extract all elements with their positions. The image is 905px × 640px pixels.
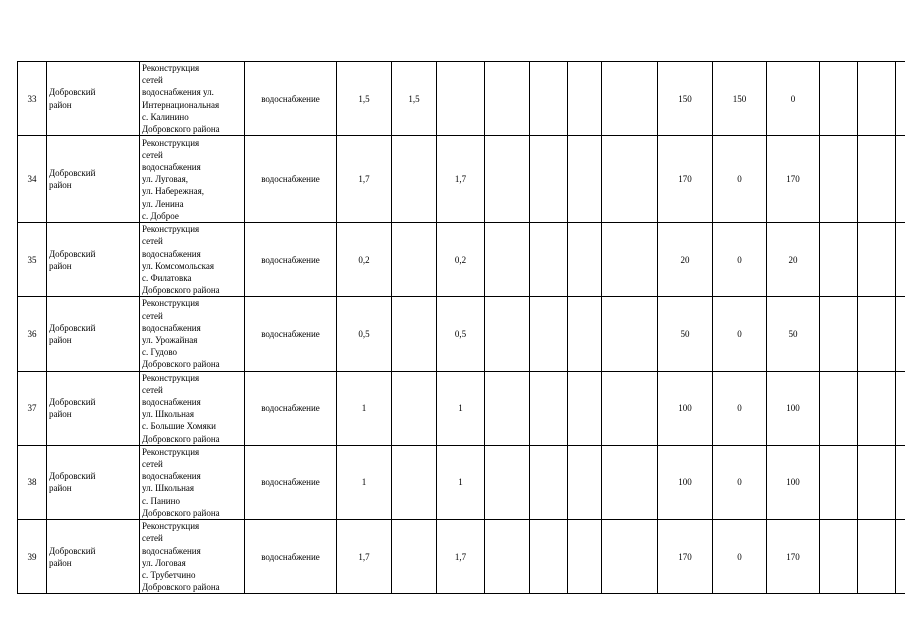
description-line: ул. Луговая, — [142, 174, 188, 185]
project-description-cell — [140, 136, 245, 223]
cost-total-cell: 100 — [658, 371, 713, 445]
cost-col3-cell: 170 — [767, 136, 820, 223]
row-number-cell: 34 — [18, 136, 47, 223]
project-description-cell — [140, 62, 245, 136]
empty-cell — [568, 371, 602, 445]
empty-cell — [896, 297, 905, 371]
length-col3-cell: 1 — [437, 445, 485, 519]
district-line: Добровский — [49, 87, 96, 98]
cost-total-cell: 170 — [658, 520, 713, 594]
description-line: водоснабжения — [142, 322, 201, 333]
empty-cell — [820, 62, 858, 136]
empty-cell — [485, 371, 530, 445]
empty-cell — [602, 371, 658, 445]
cost-col3-cell: 170 — [767, 520, 820, 594]
description-line: Реконструкция — [142, 224, 200, 235]
empty-cell — [896, 62, 905, 136]
length-col2-cell — [392, 371, 437, 445]
description-line: с. Калинино — [142, 111, 189, 122]
description-line: Добровского района — [142, 433, 220, 444]
description-line: Реконструкция — [142, 446, 200, 457]
empty-cell — [820, 445, 858, 519]
description-line: ул. Школьная — [142, 409, 195, 420]
length-col2-cell — [392, 136, 437, 223]
empty-cell — [858, 297, 896, 371]
empty-cell — [602, 136, 658, 223]
cost-col3-cell: 20 — [767, 223, 820, 297]
description-line: водоснабжения — [142, 545, 201, 556]
table-body — [18, 62, 905, 594]
table-row — [18, 223, 905, 297]
project-description-cell — [140, 445, 245, 519]
empty-cell — [530, 371, 568, 445]
empty-cell — [568, 445, 602, 519]
description-line: сетей — [142, 533, 163, 544]
empty-cell — [602, 445, 658, 519]
district-cell — [47, 136, 140, 223]
district-line: Добровский — [49, 322, 96, 333]
empty-cell — [530, 520, 568, 594]
length-col3-cell: 1,7 — [437, 136, 485, 223]
empty-cell — [485, 136, 530, 223]
empty-cell — [858, 136, 896, 223]
district-line: район — [49, 260, 72, 271]
district-line: Добровский — [49, 471, 96, 482]
length-total-cell: 1 — [337, 371, 392, 445]
length-col2-cell: 1,5 — [392, 62, 437, 136]
district-line: Добровский — [49, 545, 96, 556]
description-line: ул. Набережная, — [142, 186, 204, 197]
cost-total-cell: 100 — [658, 445, 713, 519]
length-total-cell: 1 — [337, 445, 392, 519]
district-line: район — [49, 483, 72, 494]
description-line: с. Большие Хомяки — [142, 421, 216, 432]
description-line: Добровского района — [142, 359, 220, 370]
cost-col2-cell: 0 — [713, 223, 767, 297]
empty-cell — [485, 520, 530, 594]
cost-col2-cell: 0 — [713, 136, 767, 223]
empty-cell — [858, 371, 896, 445]
district-line: Добровский — [49, 248, 96, 259]
description-line: водоснабжения — [142, 161, 201, 172]
project-description-cell — [140, 223, 245, 297]
table-row — [18, 445, 905, 519]
district-cell — [47, 223, 140, 297]
length-total-cell: 1,7 — [337, 520, 392, 594]
description-line: Добровского района — [142, 285, 220, 296]
length-total-cell: 0,5 — [337, 297, 392, 371]
empty-cell — [602, 223, 658, 297]
cost-col2-cell: 0 — [713, 371, 767, 445]
description-line: Реконструкция — [142, 372, 200, 383]
empty-cell — [530, 223, 568, 297]
empty-cell — [485, 297, 530, 371]
empty-cell — [602, 520, 658, 594]
description-line: ул. Логовая — [142, 557, 186, 568]
utility-type-cell: водоснабжение — [245, 136, 337, 223]
length-total-cell: 1,7 — [337, 136, 392, 223]
description-line: сетей — [142, 459, 163, 470]
description-line: сетей — [142, 236, 163, 247]
empty-cell — [485, 445, 530, 519]
project-description-cell — [140, 297, 245, 371]
cost-col2-cell: 150 — [713, 62, 767, 136]
empty-cell — [896, 520, 905, 594]
length-col3-cell: 1 — [437, 371, 485, 445]
district-line: район — [49, 99, 72, 110]
district-cell — [47, 520, 140, 594]
utility-type-cell: водоснабжение — [245, 371, 337, 445]
cost-col3-cell: 50 — [767, 297, 820, 371]
empty-cell — [896, 445, 905, 519]
row-number-cell: 37 — [18, 371, 47, 445]
description-line: сетей — [142, 149, 163, 160]
length-col3-cell: 0,5 — [437, 297, 485, 371]
empty-cell — [602, 62, 658, 136]
description-line: с. Доброе — [142, 210, 179, 221]
description-line: с. Гудово — [142, 347, 178, 358]
row-number-cell: 35 — [18, 223, 47, 297]
district-line: Добровский — [49, 168, 96, 179]
cost-total-cell: 20 — [658, 223, 713, 297]
cost-col3-cell: 0 — [767, 62, 820, 136]
empty-cell — [820, 297, 858, 371]
table-row — [18, 297, 905, 371]
row-number-cell: 39 — [18, 520, 47, 594]
empty-cell — [530, 445, 568, 519]
length-col2-cell — [392, 445, 437, 519]
empty-cell — [568, 520, 602, 594]
cost-col3-cell: 100 — [767, 371, 820, 445]
empty-cell — [530, 136, 568, 223]
empty-cell — [858, 223, 896, 297]
description-line: сетей — [142, 384, 163, 395]
description-line: с. Трубетчино — [142, 569, 196, 580]
length-col3-cell — [437, 62, 485, 136]
description-line: водоснабжения — [142, 397, 201, 408]
district-cell — [47, 371, 140, 445]
table-row — [18, 371, 905, 445]
empty-cell — [896, 371, 905, 445]
description-line: Добровского района — [142, 582, 220, 593]
empty-cell — [530, 297, 568, 371]
district-line: Добровский — [49, 397, 96, 408]
description-line: Добровского района — [142, 507, 220, 518]
empty-cell — [858, 62, 896, 136]
cost-col3-cell: 100 — [767, 445, 820, 519]
district-line: район — [49, 557, 72, 568]
length-col2-cell — [392, 520, 437, 594]
length-col2-cell — [392, 297, 437, 371]
empty-cell — [602, 297, 658, 371]
description-line: сетей — [142, 75, 163, 86]
description-line: Интернациональная — [142, 99, 220, 110]
length-total-cell: 1,5 — [337, 62, 392, 136]
description-line: водоснабжения — [142, 248, 201, 259]
description-line: Реконструкция — [142, 298, 200, 309]
description-line: ул. Урожайная — [142, 335, 198, 346]
district-line: район — [49, 180, 72, 191]
length-col3-cell: 1,7 — [437, 520, 485, 594]
district-cell — [47, 62, 140, 136]
length-col3-cell: 0,2 — [437, 223, 485, 297]
empty-cell — [485, 62, 530, 136]
district-line: район — [49, 409, 72, 420]
empty-cell — [820, 223, 858, 297]
empty-cell — [858, 520, 896, 594]
table-row — [18, 62, 905, 136]
length-total-cell: 0,2 — [337, 223, 392, 297]
description-line: Реконструкция — [142, 137, 200, 148]
description-line: с. Панино — [142, 495, 180, 506]
description-line: сетей — [142, 310, 163, 321]
description-line: Реконструкция — [142, 63, 200, 73]
description-line: ул. Школьная — [142, 483, 195, 494]
empty-cell — [530, 62, 568, 136]
table-row — [18, 520, 905, 594]
cost-total-cell: 150 — [658, 62, 713, 136]
length-col2-cell — [392, 223, 437, 297]
district-line: район — [49, 335, 72, 346]
empty-cell — [858, 445, 896, 519]
description-line: Добровского района — [142, 124, 220, 135]
utility-type-cell: водоснабжение — [245, 62, 337, 136]
empty-cell — [820, 520, 858, 594]
description-line: водоснабжения — [142, 471, 201, 482]
description-line: с. Филатовка — [142, 273, 192, 284]
description-line: водоснабжения ул. — [142, 87, 214, 98]
cost-col2-cell: 0 — [713, 520, 767, 594]
empty-cell — [568, 136, 602, 223]
district-cell — [47, 297, 140, 371]
empty-cell — [568, 62, 602, 136]
row-number-cell: 36 — [18, 297, 47, 371]
utility-type-cell: водоснабжение — [245, 520, 337, 594]
utility-type-cell: водоснабжение — [245, 297, 337, 371]
empty-cell — [820, 371, 858, 445]
empty-cell — [568, 223, 602, 297]
utility-type-cell: водоснабжение — [245, 223, 337, 297]
description-line: ул. Комсомольская — [142, 260, 215, 271]
empty-cell — [896, 223, 905, 297]
project-description-cell — [140, 371, 245, 445]
row-number-cell: 33 — [18, 62, 47, 136]
district-cell — [47, 445, 140, 519]
description-line: ул. Ленина — [142, 198, 184, 209]
table-row — [18, 136, 905, 223]
utility-type-cell: водоснабжение — [245, 445, 337, 519]
cost-col2-cell: 0 — [713, 297, 767, 371]
infrastructure-table — [17, 61, 905, 594]
cost-total-cell: 50 — [658, 297, 713, 371]
empty-cell — [568, 297, 602, 371]
empty-cell — [485, 223, 530, 297]
row-number-cell: 38 — [18, 445, 47, 519]
empty-cell — [896, 136, 905, 223]
cost-col2-cell: 0 — [713, 445, 767, 519]
empty-cell — [820, 136, 858, 223]
cost-total-cell: 170 — [658, 136, 713, 223]
project-description-cell — [140, 520, 245, 594]
description-line: Реконструкция — [142, 521, 200, 532]
